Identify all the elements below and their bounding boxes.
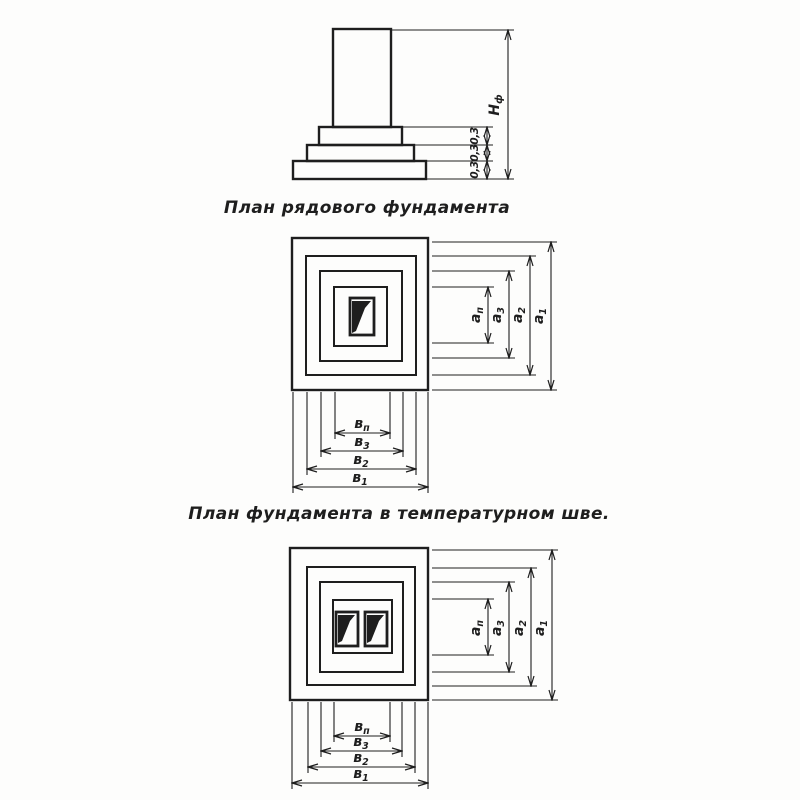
slab-step-2	[307, 567, 415, 685]
socket-shade-right	[367, 615, 384, 643]
plan-joint-title: План фундамента в температурном шве.	[188, 504, 610, 524]
b-dim-label: $в_2$	[353, 452, 369, 470]
b-dim-label: $в_п$	[354, 416, 370, 434]
step-dim-label: 0,3	[469, 144, 481, 162]
b-dim-label: $в_1$	[353, 766, 369, 784]
socket-shade	[352, 301, 371, 333]
foundation-step-2	[307, 145, 414, 161]
foundation-step-3	[293, 161, 426, 179]
b-dim-label: $в_3$	[354, 434, 370, 452]
plan-row-figure	[292, 238, 557, 493]
plan-joint-figure	[290, 548, 558, 789]
plan-row-title: План рядового фундамента	[223, 198, 511, 218]
b-dim-label: $в_3$	[353, 734, 369, 752]
a-dim-label: $а_2$	[511, 619, 529, 637]
a-dim-label: $а_1$	[532, 619, 550, 637]
b-dim-label: $в_п$	[354, 719, 370, 737]
a-dim-label: $а_п$	[468, 619, 486, 637]
step-dim-label: 0,3	[469, 161, 481, 179]
b-dim-label: $в_1$	[352, 470, 368, 488]
a-dim-label: $а_п$	[468, 306, 486, 324]
foundation-step-1	[319, 127, 402, 145]
elevation-figure	[293, 29, 514, 179]
column-outline	[333, 29, 391, 127]
socket-shade-left	[338, 615, 355, 643]
height-dim-label: $Н_ф$	[487, 94, 505, 116]
a-dim-label: $а_1$	[531, 307, 549, 325]
a-dim-label: $а_2$	[510, 306, 528, 324]
a-dim-label: $а_3$	[489, 619, 507, 637]
step-dim-label: 0,3	[469, 127, 481, 145]
b-dim-label: $в_2$	[353, 750, 369, 768]
a-dim-label: $а_3$	[489, 306, 507, 324]
